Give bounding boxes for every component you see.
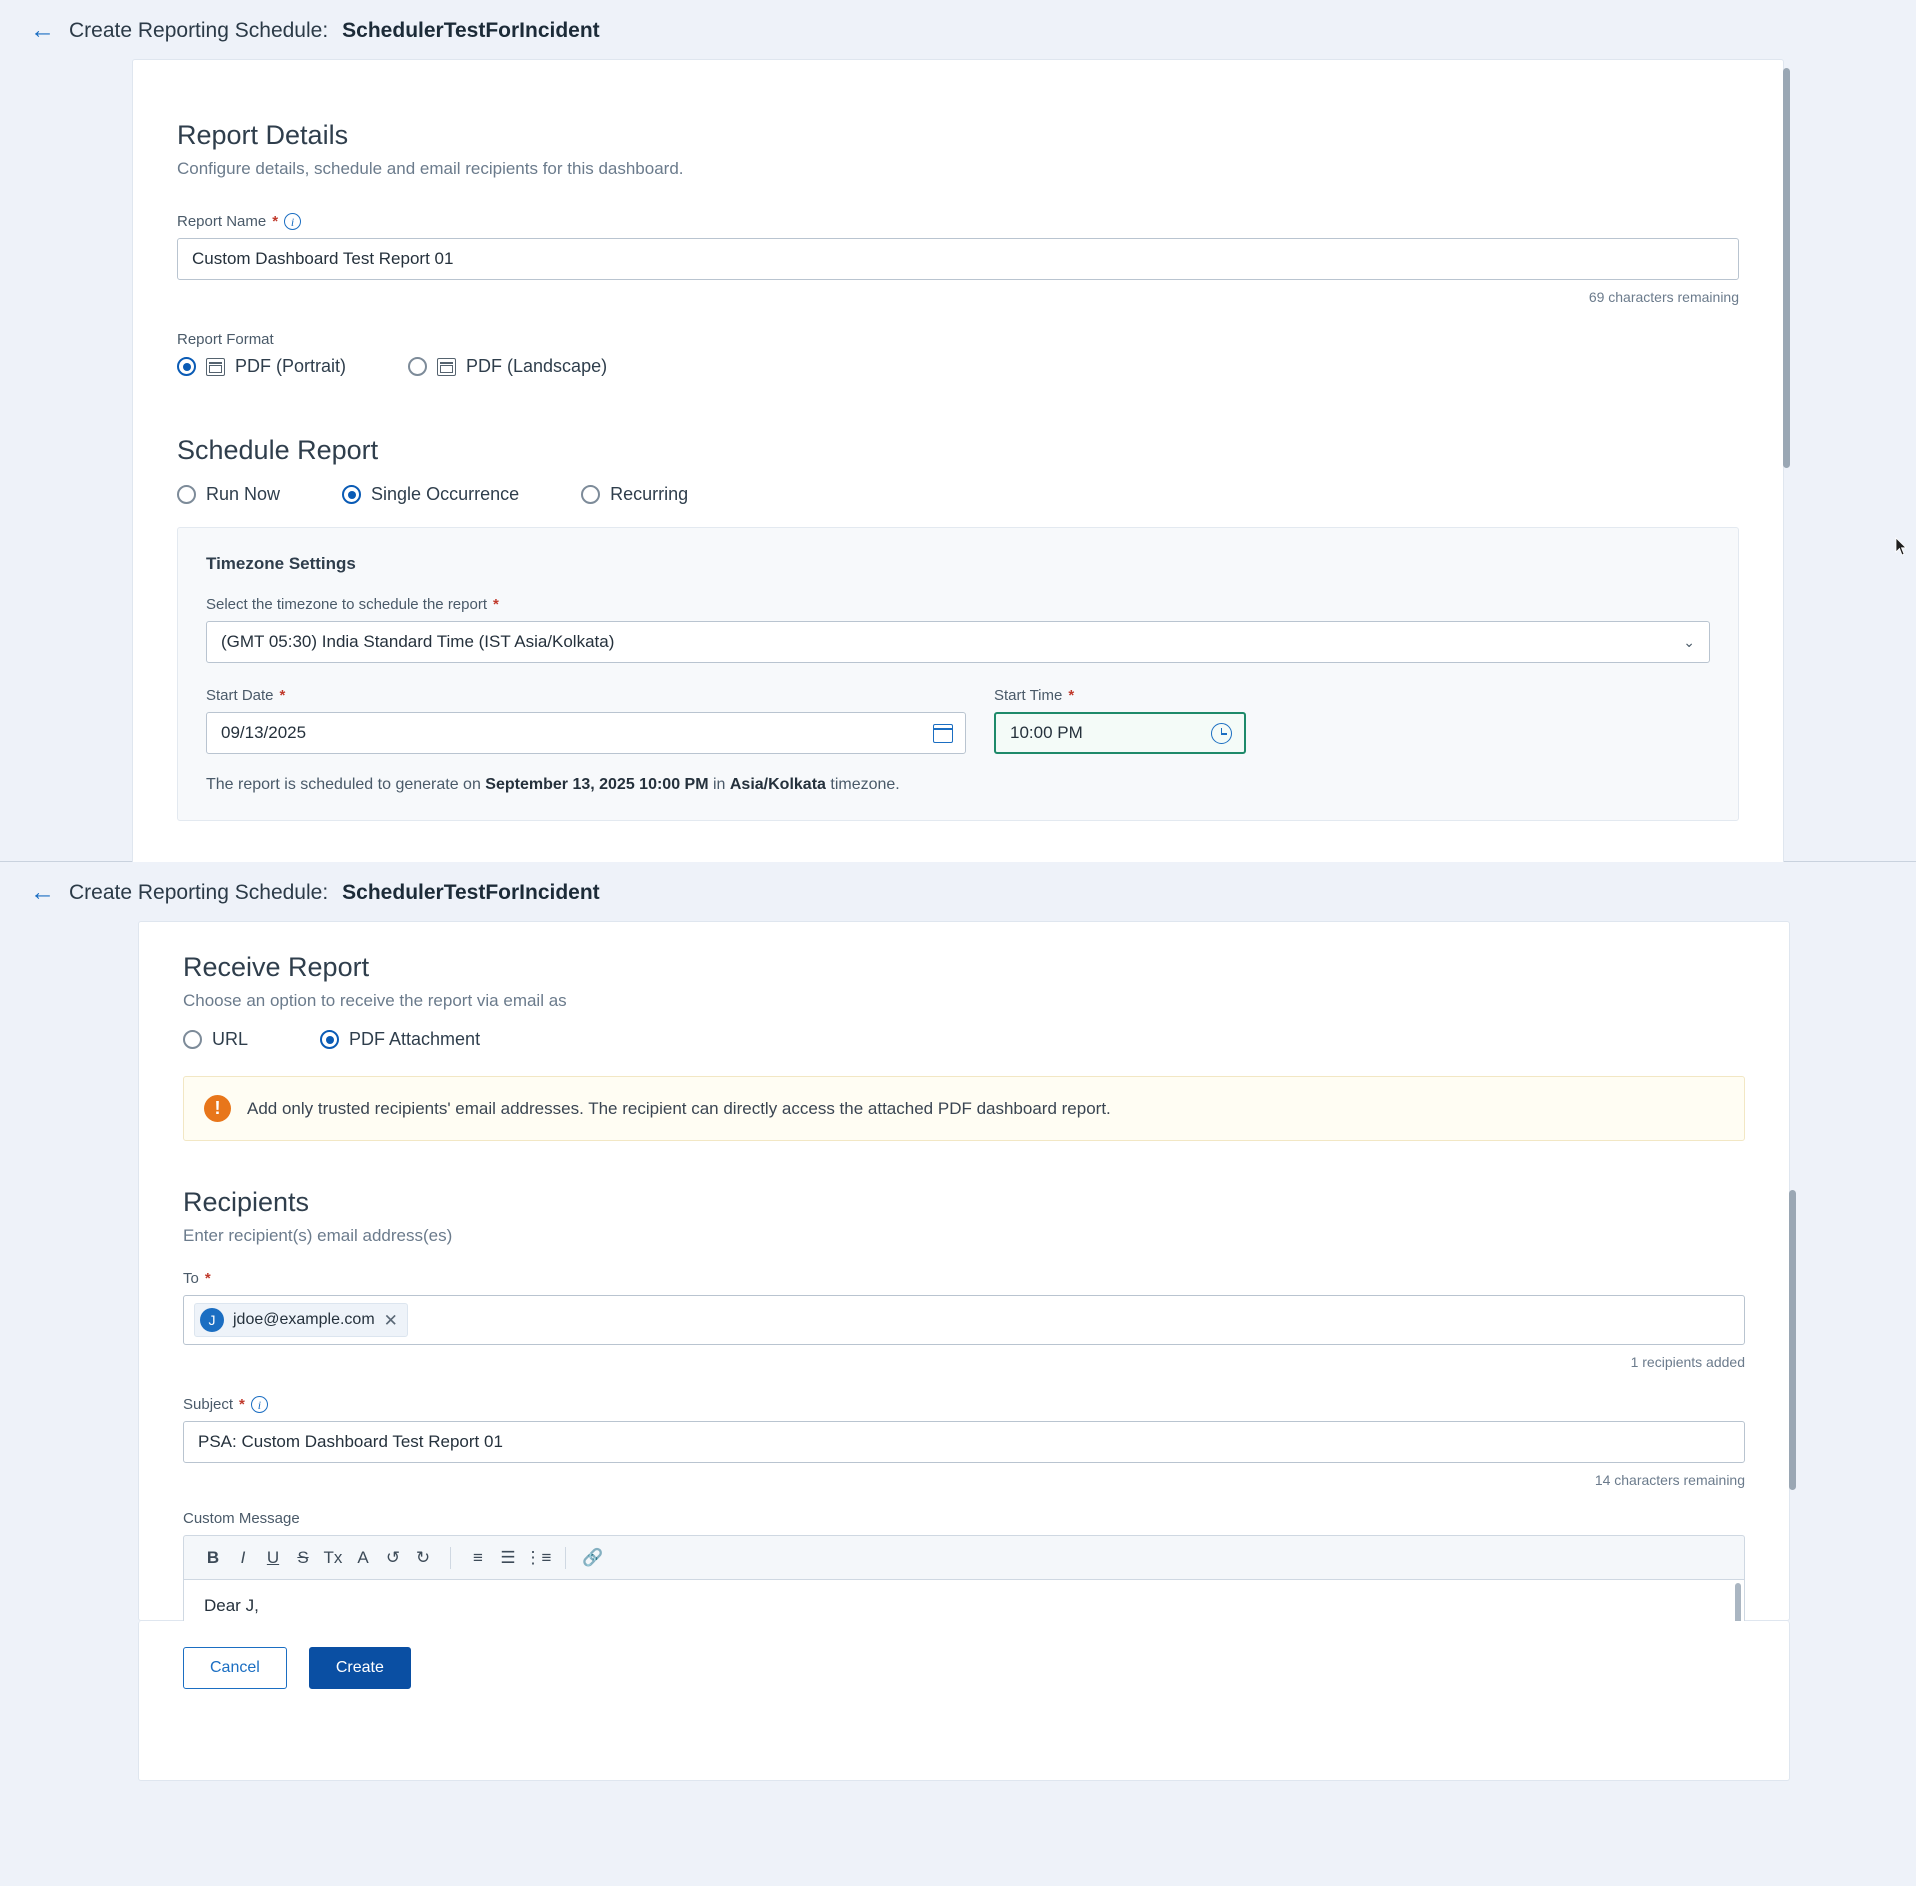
subject-value: PSA: Custom Dashboard Test Report 01: [198, 1432, 503, 1451]
report-format-label-text: Report Format: [177, 331, 274, 348]
chevron-down-icon[interactable]: ⌄: [1683, 633, 1695, 650]
message-line: Dear J,: [204, 1596, 259, 1615]
schedule-section-title: Schedule Report: [177, 435, 379, 465]
timezone-select[interactable]: [206, 621, 1710, 663]
custom-message-label-text: Custom Message: [183, 1510, 300, 1527]
report-name-helper: 69 characters remaining: [1588, 289, 1739, 305]
receive-report-subtitle: Choose an option to receive the report via email as: [183, 991, 567, 1010]
trusted-recipients-warning: [183, 1076, 1745, 1141]
subject-label-text: Subject: [183, 1396, 234, 1413]
arrow-left-icon[interactable]: ←: [30, 16, 55, 44]
to-label: [183, 1270, 1745, 1287]
radio-button-icon[interactable]: [581, 485, 600, 504]
align-left-icon[interactable]: ≡: [473, 1547, 483, 1567]
breadcrumb-dashboard-name: SchedulerTestForIncident: [342, 880, 600, 904]
subject-helper: 14 characters remaining: [1594, 1472, 1745, 1488]
recipient-email: jdoe@example.com: [233, 1311, 375, 1328]
font-color-icon[interactable]: A: [357, 1547, 369, 1567]
redo-icon[interactable]: ↻: [415, 1547, 431, 1567]
timezone-label-text: Select the timezone to schedule the report: [206, 596, 488, 613]
bottom-window-pane: [0, 862, 1916, 1886]
date-time-row: [206, 687, 1710, 754]
recipients-count-helper: 1 recipients added: [1630, 1354, 1745, 1370]
schedule-note-mid: in: [708, 776, 730, 793]
form-footer: [138, 1621, 1790, 1781]
start-date-label-text: Start Date: [206, 687, 274, 704]
clear-format-icon[interactable]: Tx: [323, 1547, 343, 1567]
page-subtitle: Configure details, schedule and email recipients for this dashboard.: [177, 159, 684, 178]
required-marker: *: [204, 1270, 211, 1287]
page-title: Report Details: [177, 120, 349, 150]
report-format-label: [177, 331, 1739, 348]
to-input[interactable]: [183, 1295, 1745, 1345]
receive-option-radio-group: [183, 1029, 1745, 1050]
vertical-scrollbar[interactable]: [1789, 1190, 1796, 1490]
calendar-icon[interactable]: [933, 724, 953, 743]
radio-recurring[interactable]: [581, 484, 688, 505]
breadcrumb: [0, 862, 1916, 921]
report-name-value: Custom Dashboard Test Report 01: [192, 249, 454, 268]
required-marker: *: [279, 687, 286, 704]
start-time-label: [994, 687, 1246, 704]
radio-pdf-landscape-label: PDF (Landscape): [466, 356, 608, 376]
start-date-value: 09/13/2025: [221, 723, 307, 742]
toolbar-divider: [450, 1547, 451, 1569]
radio-pdf-portrait[interactable]: [177, 356, 346, 377]
radio-pdf-attachment-label: PDF Attachment: [349, 1029, 481, 1049]
start-time-input[interactable]: [994, 712, 1246, 754]
report-format-radio-group: [177, 356, 1739, 377]
breadcrumb-label: Create Reporting Schedule:: [69, 880, 329, 904]
radio-run-now-label: Run Now: [206, 484, 281, 504]
warning-text: Add only trusted recipients' email addresses. The recipient can directly access the attached PDF dashboard report.: [247, 1098, 1111, 1118]
subject-input[interactable]: [183, 1421, 1745, 1463]
radio-url[interactable]: [183, 1029, 248, 1050]
pdf-file-icon: [206, 358, 225, 376]
timezone-value: (GMT 05:30) India Standard Time (IST Asia/Kolkata): [221, 632, 615, 651]
breadcrumb: [0, 0, 1916, 59]
radio-pdf-attachment[interactable]: [320, 1029, 480, 1050]
undo-icon[interactable]: ↺: [385, 1547, 401, 1567]
recipients-title: Recipients: [183, 1187, 310, 1217]
underline-icon[interactable]: U: [266, 1547, 280, 1567]
custom-message-label: [183, 1510, 1745, 1527]
vertical-scrollbar[interactable]: [1783, 68, 1790, 468]
start-date-field: [206, 687, 966, 754]
schedule-note-prefix: The report is scheduled to generate on: [206, 776, 486, 793]
italic-icon[interactable]: I: [240, 1547, 246, 1567]
report-name-input[interactable]: [177, 238, 1739, 280]
toolbar-divider: [565, 1547, 566, 1569]
receive-report-card: [138, 921, 1790, 1621]
subject-label: [183, 1396, 1745, 1413]
radio-button-icon[interactable]: [183, 1030, 202, 1049]
start-time-label-text: Start Time: [994, 687, 1063, 704]
start-date-input[interactable]: [206, 712, 966, 754]
radio-pdf-portrait-label: PDF (Portrait): [235, 356, 347, 376]
create-button[interactable]: Create: [309, 1647, 411, 1689]
start-time-field: [994, 687, 1246, 754]
alert-icon: !: [204, 1095, 231, 1122]
radio-url-label: URL: [212, 1029, 249, 1049]
required-marker: *: [272, 213, 279, 230]
radio-button-icon[interactable]: [408, 357, 427, 376]
top-window-pane: [0, 0, 1916, 862]
rich-text-toolbar: [183, 1535, 1745, 1579]
pdf-file-icon: [437, 358, 456, 376]
radio-run-now[interactable]: [177, 484, 280, 505]
arrow-left-icon[interactable]: ←: [30, 878, 55, 906]
footer-actions: [139, 1621, 1789, 1715]
report-name-label: [177, 213, 1739, 230]
radio-single-occurrence[interactable]: [342, 484, 519, 505]
strikethrough-icon[interactable]: S: [297, 1547, 309, 1567]
bold-icon[interactable]: B: [206, 1547, 220, 1567]
schedule-note-zone: Asia/Kolkata: [729, 776, 826, 793]
link-icon[interactable]: 🔗: [582, 1547, 604, 1567]
close-icon[interactable]: ✕: [383, 1310, 398, 1330]
info-icon[interactable]: i: [251, 1396, 268, 1413]
required-marker: *: [239, 1396, 245, 1413]
schedule-type-radio-group: [177, 484, 1739, 505]
radio-pdf-landscape[interactable]: [408, 356, 607, 377]
numbered-list-icon[interactable]: ⋮≡: [524, 1547, 552, 1567]
timezone-settings-box: [177, 527, 1739, 821]
required-marker: *: [1068, 687, 1075, 704]
breadcrumb-label: Create Reporting Schedule:: [69, 18, 329, 42]
cancel-button[interactable]: Cancel: [183, 1647, 287, 1689]
report-name-label-text: Report Name: [177, 213, 267, 230]
start-date-label: [206, 687, 966, 704]
report-details-card: [132, 59, 1784, 879]
radio-button-icon[interactable]: [177, 485, 196, 504]
radio-button-icon[interactable]: [177, 357, 196, 376]
recipients-subtitle: Enter recipient(s) email address(es): [183, 1226, 453, 1245]
timezone-settings-title: Timezone Settings: [206, 554, 356, 573]
recipient-chip[interactable]: [194, 1303, 408, 1337]
radio-button-icon[interactable]: [320, 1030, 339, 1049]
schedule-note: [206, 776, 1710, 794]
timezone-label: [206, 596, 1710, 613]
schedule-note-suffix: timezone.: [825, 776, 900, 793]
clock-icon[interactable]: [1211, 723, 1232, 744]
info-icon[interactable]: i: [284, 213, 301, 230]
breadcrumb-dashboard-name: SchedulerTestForIncident: [342, 18, 600, 42]
required-marker: *: [493, 596, 499, 613]
start-time-value: 10:00 PM: [1010, 723, 1083, 742]
receive-report-title: Receive Report: [183, 952, 370, 982]
avatar: J: [200, 1308, 224, 1332]
radio-button-icon[interactable]: [342, 485, 361, 504]
radio-single-occurrence-label: Single Occurrence: [371, 484, 520, 504]
radio-recurring-label: Recurring: [610, 484, 689, 504]
schedule-note-datetime: September 13, 2025 10:00 PM: [485, 776, 709, 793]
bulleted-list-icon[interactable]: ☰: [500, 1547, 516, 1567]
to-label-text: To: [183, 1270, 199, 1287]
